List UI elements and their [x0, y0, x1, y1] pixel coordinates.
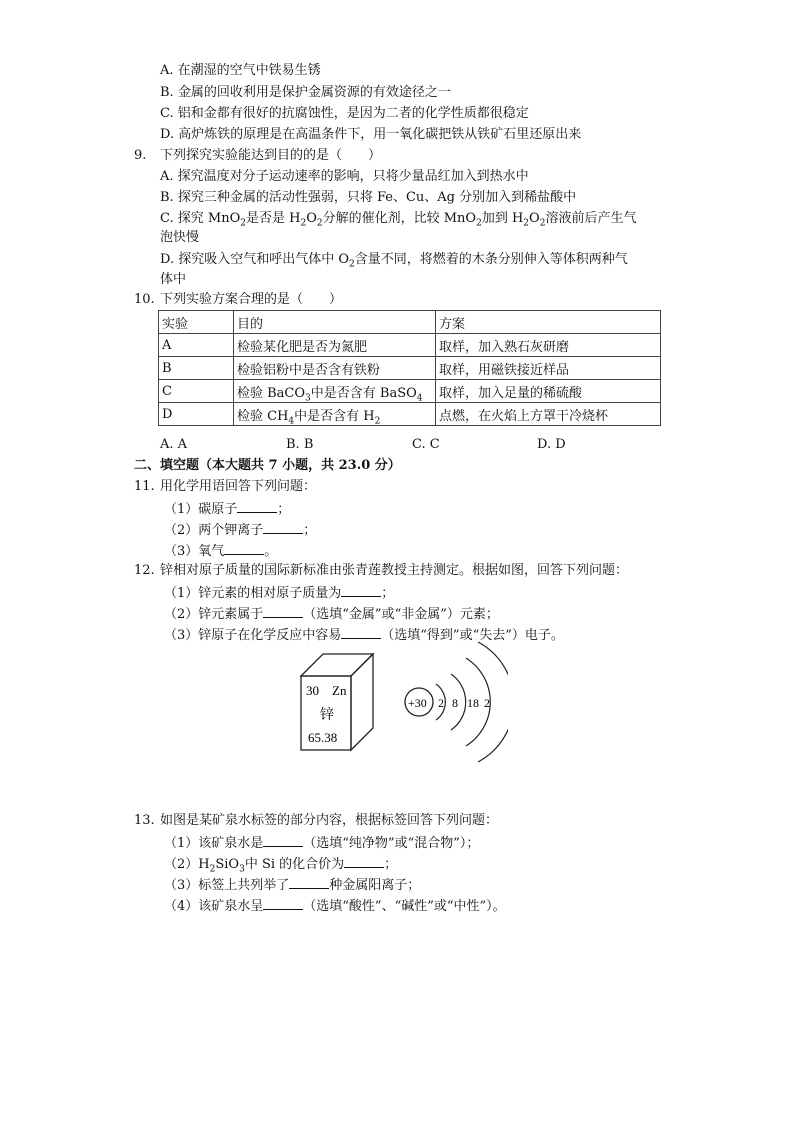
- table-row: [159, 357, 661, 380]
- answer-blank: [341, 626, 381, 639]
- q9-stem: 下列探究实验能达到目的的是（ ）: [160, 148, 382, 163]
- q13-number: 13.: [134, 813, 155, 828]
- q8-option-b: B. 金属的回收利用是保护金属资源的有效途径之一: [160, 85, 451, 100]
- q9-option-b: B. 探究三种金属的活动性强弱，只将 Fe、Cu、Ag 分别加入到稀盐酸中: [160, 190, 577, 205]
- q8-option-c: C. 铝和金都有很好的抗腐蚀性，是因为二者的化学性质都很稳定: [160, 106, 529, 121]
- q9-option-a: A. 探究温度对分子运动速率的影响，只将少量品红加入到热水中: [160, 169, 529, 184]
- shell-electrons: 2: [438, 696, 444, 710]
- answer-blank: [263, 897, 303, 910]
- q12-stem: 锌相对原子质量的国际新标准由张青莲教授主持测定。根据如图，回答下列问题：: [160, 563, 629, 578]
- q13-item-3: （3）标签上共列举了 种金属阳离子；: [164, 878, 421, 893]
- cell-goal: 检验 $CH_4$中是否含有 $H_2$: [234, 403, 436, 426]
- zinc-atom-structure-diagram: [398, 636, 508, 768]
- q9-option-d-cont: 体中: [160, 272, 187, 287]
- answer-blank: [263, 834, 303, 847]
- answer-blank: [263, 605, 303, 618]
- element-name: 锌: [320, 707, 334, 723]
- q10-answer-c: C. C: [412, 437, 440, 452]
- q11-item-3: （3）氧气 。: [164, 544, 278, 559]
- cell-plan: 点燃，在火焰上方罩干冷烧杯: [436, 403, 661, 426]
- q11-number: 11.: [134, 479, 155, 494]
- cell-plan: 取样，加入熟石灰研磨: [436, 334, 661, 357]
- q9-option-c-cont: 泡快慢: [160, 230, 200, 245]
- answer-blank: [263, 521, 303, 534]
- q11-item-1: （1）碳原子 ；: [164, 502, 291, 517]
- q10-answer-d: D. D: [537, 437, 566, 452]
- cell-goal: 检验铝粉中是否含有铁粉: [234, 357, 436, 380]
- q8-option-d: D. 高炉炼铁的原理是在高温条件下，用一氧化碳把铁从铁矿石里还原出来: [160, 127, 582, 142]
- experiment-table: [158, 310, 661, 426]
- answer-blank: [341, 584, 381, 597]
- shell-electrons: 8: [452, 696, 458, 710]
- q9-option-d: D. 探究吸入空气和呼出气体中 $O_2$含量不同，将燃着的木条分别伸入等体积两种气: [160, 252, 628, 270]
- q13-item-2: $(2)H_2SiO_3$中 Si 的化合价为 ；: [164, 857, 398, 875]
- zinc-element-card: [296, 652, 376, 754]
- q10-answer-a: A. A: [160, 437, 188, 452]
- q12-number: 12.: [134, 563, 155, 578]
- q11-stem: 用化学用语回答下列问题：: [160, 479, 317, 494]
- q10-number: 10.: [134, 292, 155, 307]
- q9-option-c: C. 探究 MnO$_2$是否是 $H_2O_2$分解的催化剂，比较 MnO$_2$加到 $H_2O_2$溶液前后产生气: [160, 211, 637, 229]
- q10-answer-b: B. B: [286, 437, 314, 452]
- cell-goal: 检验 BaCO$_3$中是否含有 BaSO$_4$: [234, 380, 436, 403]
- cell-plan: 取样，加入足量的稀硫酸: [436, 380, 661, 403]
- header-experiment: 实验: [159, 311, 234, 334]
- answer-blank: [237, 500, 277, 513]
- q11-item-2: （2）两个钾离子 ；: [164, 523, 317, 538]
- cell-exp: B: [159, 357, 234, 380]
- nuclear-charge: +30: [408, 696, 427, 710]
- q12-item-2: （2）锌元素属于 （选填“金属”或“非金属”）元素；: [164, 607, 499, 622]
- answer-blank: [289, 876, 329, 889]
- answer-blank: [224, 542, 264, 555]
- element-symbol: Zn: [332, 683, 347, 698]
- cell-goal: 检验某化肥是否为氮肥: [234, 334, 436, 357]
- q10-stem: 下列实验方案合理的是（ ）: [160, 292, 343, 307]
- table-header-row: [159, 311, 661, 334]
- shell-electrons: 18: [467, 696, 479, 710]
- q12-item-1: （1）锌元素的相对原子质量为 ；: [164, 586, 395, 601]
- section-title: 二、填空题（本大题共 7 小题，共 23.0 分）: [134, 458, 401, 473]
- q9-number: 9.: [134, 148, 147, 163]
- q12-item-3: （3）锌原子在化学反应中容易 （选填“得到”或“失去”）电子。: [164, 628, 564, 643]
- header-plan: 方案: [436, 311, 661, 334]
- cell-exp: C: [159, 380, 234, 403]
- table-row: [159, 403, 661, 426]
- answer-blank: [344, 855, 384, 868]
- shell-electrons: 2: [484, 696, 490, 710]
- cell-plan: 取样，用磁铁接近样品: [436, 357, 661, 380]
- q13-item-4: （4）该矿泉水呈 （选填“酸性”、“碱性”或“中性”）。: [164, 899, 506, 914]
- electron-shell: [478, 642, 508, 762]
- atomic-number: 30: [306, 683, 319, 698]
- header-goal: 目的: [234, 311, 436, 334]
- q13-stem: 如图是某矿泉水标签的部分内容，根据标签回答下列问题：: [160, 813, 499, 828]
- table-row: [159, 380, 661, 403]
- table-row: [159, 334, 661, 357]
- cell-exp: D: [159, 403, 234, 426]
- cell-exp: A: [159, 334, 234, 357]
- atomic-mass: 65.38: [308, 730, 338, 745]
- q13-item-1: （1）该矿泉水是 （选填“纯净物”或“混合物”）；: [164, 836, 480, 851]
- q8-option-a: A. 在潮湿的空气中铁易生锈: [160, 63, 321, 78]
